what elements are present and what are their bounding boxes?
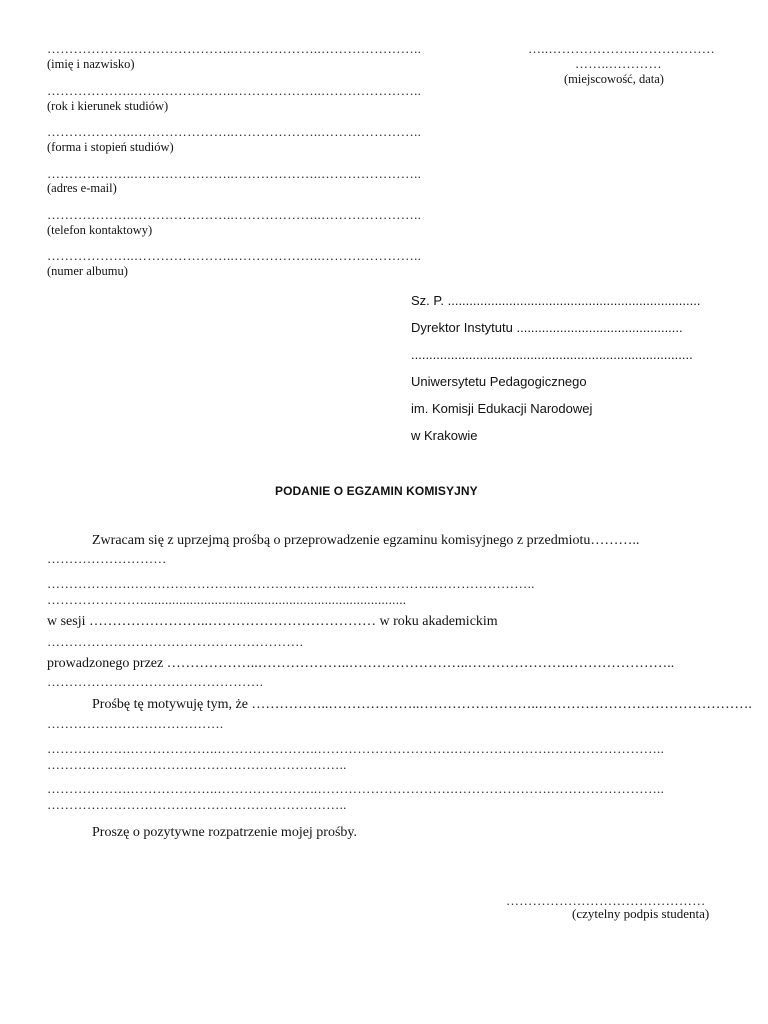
place-date-dots-1: …..………………..……………… xyxy=(528,41,716,56)
addressee-line-1: Sz. P. ...................................................................... xyxy=(411,293,701,308)
album-dots: ………………..…………………..………………..………………….. xyxy=(47,248,422,263)
document-title: PODANIE O EGZAMIN KOMISYJNY xyxy=(275,484,478,498)
motivation-dots-4: ……………….………………..…………………..………………………….………………….…………………….. xyxy=(47,781,665,796)
addressee-line-6: w Krakowie xyxy=(411,428,478,443)
study-year-label: (rok i kierunek studiów) xyxy=(47,99,169,113)
conducted-by-line: prowadzonego przez ………………..………………..……………………..………………….………………….. xyxy=(47,656,675,671)
motivation-dots: …………………………………. xyxy=(47,716,224,731)
name-label: (imię i nazwisko) xyxy=(47,57,135,71)
motivation-line: Prośbę tę motywuję tym, że ……………..………………..……………………..………………………………………. xyxy=(92,697,752,712)
subject-dots-2: ……………….……………………..…………………...………………..………………….. xyxy=(47,576,535,591)
session-line: w sesji ……………………..……………………………… w roku akademickim xyxy=(47,614,498,629)
closing-line: Proszę o pozytywne rozpatrzenie mojej prośby. xyxy=(92,825,358,840)
phone-dots: ………………..…………………..………………..………………….. xyxy=(47,207,422,222)
request-paragraph-1: Zwracam się z uprzejmą prośbą o przeprowadzenie egzaminu komisyjnego z przedmiotu……….. xyxy=(92,533,640,548)
name-dots: ………………..…………………..………………..………………….. xyxy=(47,41,422,56)
motivation-dots-2: ……………….………………..…………………..………………………….………………….…………………….. xyxy=(47,741,665,756)
email-label: (adres e-mail) xyxy=(47,181,117,195)
conducted-by-dots: …………………………………………. xyxy=(47,674,264,689)
album-label: (numer albumu) xyxy=(47,264,128,278)
phone-label: (telefon kontaktowy) xyxy=(47,223,153,237)
addressee-line-2: Dyrektor Instytutu .............................................. xyxy=(411,320,683,335)
session-dots: …………………………………………………. xyxy=(47,634,304,649)
motivation-dots-3: ………………………………………………………….. xyxy=(47,757,347,772)
email-dots: ………………..…………………..………………..………………….. xyxy=(47,166,422,181)
addressee-line-4: Uniwersytetu Pedagogicznego xyxy=(411,374,587,389)
addressee-line-3: .............................................................................. xyxy=(411,347,693,362)
study-year-dots: ………………..…………………..………………..………………….. xyxy=(47,83,422,98)
subject-dots-3: …………………........................................................................... xyxy=(47,592,407,607)
place-date-dots-2: ……..………… xyxy=(575,56,662,71)
subject-dots-1: ……………………… xyxy=(47,551,167,566)
place-date-label: (miejscowość, data) xyxy=(564,72,664,86)
study-form-dots: ………………..…………………..………………..………………….. xyxy=(47,124,422,139)
addressee-line-5: im. Komisji Edukacji Narodowej xyxy=(411,401,593,416)
motivation-dots-5: ………………………………………………………….. xyxy=(47,797,347,812)
signature-label: (czytelny podpis studenta) xyxy=(572,906,710,921)
signature-dots: ……………………………………… xyxy=(506,893,706,908)
study-form-label: (forma i stopień studiów) xyxy=(47,140,174,154)
